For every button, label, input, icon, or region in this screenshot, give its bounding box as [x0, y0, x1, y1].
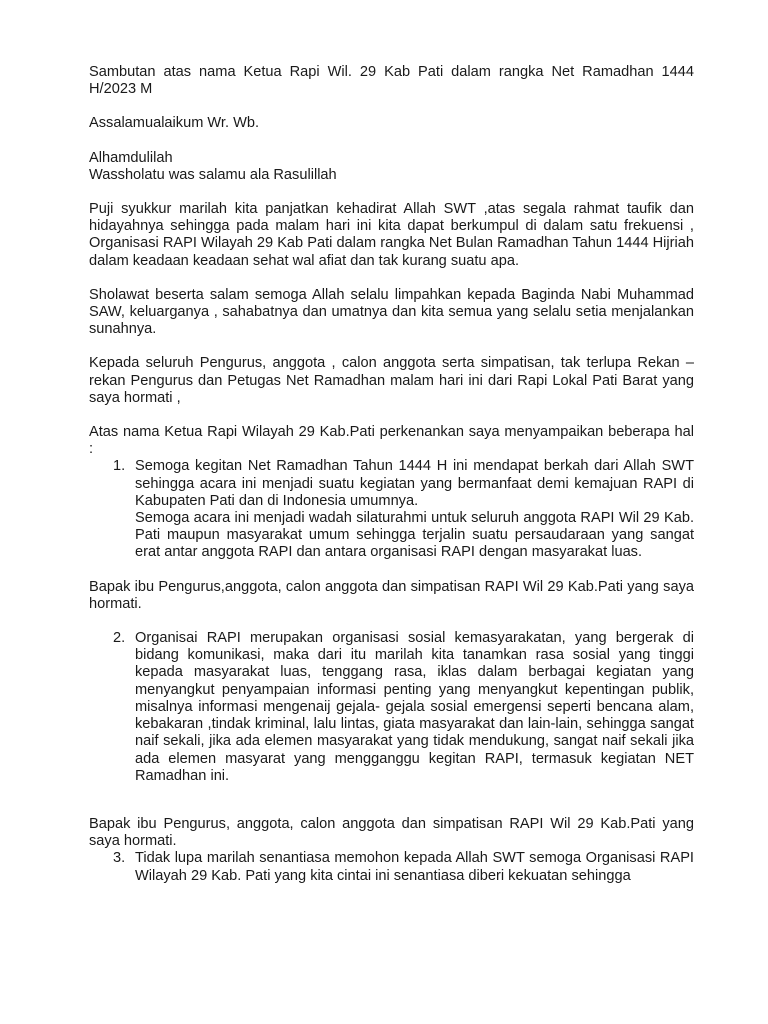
- paragraph-5: Bapak ibu Pengurus,anggota, calon anggota dan simpatisan RAPI Wil 29 Kab.Pati yang saya hormati.: [89, 578, 694, 612]
- list-item-3-text: Tidak lupa marilah senantiasa memohon kepada Allah SWT semoga Organisasi RAPI Wilayah 29 Kab. Pati yang kita cintai ini senantiasa diberi kekuatan sehingga: [135, 850, 694, 884]
- greeting: Assalamualaikum Wr. Wb.: [89, 115, 260, 132]
- paragraph-3: Kepada seluruh Pengurus, anggota , calon anggota serta simpatisan, tak terlupa Rekan – rekan Pengurus dan Petugas Net Ramadhan malam hari ini dari Rapi Lokal Pati Barat yang saya hormati ,: [89, 355, 694, 406]
- list-number-1: 1.: [113, 458, 126, 475]
- list-item-1-text-a: Semoga kegitan Net Ramadhan Tahun 1444 H ini mendapat berkah dari Allah SWT sehingga acara ini menjadi suatu kegiatan yang bermanfaat demi kemajuan RAPI di Kabupaten Pati dan di Indonesia umumnya.: [135, 458, 694, 509]
- list-number-3: 3.: [113, 850, 126, 867]
- list-item-3: [89, 850, 694, 884]
- list-item-1: [89, 458, 694, 561]
- document-title: Sambutan atas nama Ketua Rapi Wil. 29 Kab Pati dalam rangka Net Ramadhan 1444 H/2023 M: [89, 64, 694, 98]
- paragraph-6: Bapak ibu Pengurus, anggota, calon anggota dan simpatisan RAPI Wil 29 Kab.Pati yang saya hormati.: [89, 815, 694, 850]
- opening-line-2: Wassholatu was salamu ala Rasulillah: [89, 166, 337, 183]
- opening-line-1: Alhamdulilah: [89, 149, 173, 166]
- document-page: [89, 64, 694, 885]
- paragraph-1: Puji syukkur marilah kita panjatkan kehadirat Allah SWT ,atas segala rahmat taufik dan hidayahnya sehingga pada malam hari ini kita dapat berkumpul di dalam satu frekuensi , Organisasi RAPI Wilayah 29 Kab Pati dalam rangka Net Bulan Ramadhan Tahun 1444 Hijriah dalam keadaan keadaan sehat wal afiat dan tak kurang suatu apa.: [89, 201, 694, 269]
- list-number-2: 2.: [113, 630, 126, 647]
- list-item-2-text: Organisai RAPI merupakan organisasi sosial kemasyarakatan, yang bergerak di bidang komunikasi, maka dari itu marilah kita tanamkan rasa sosial yang tinggi kepada masyarakat luas, tenggang rasa, iklas dalam berbagai kegiatan yang menyangkut penyampaian informasi penting yang menyangkut kepentingan publik, misalnya informasi mengenaij gejala- gejala sosial emergensi seperti bencana alam, kebakaran ,tindak kriminal, lalu lintas, giata masyarakat dan lain-lain, sehingga sangat naif sekali, jika ada elemen masyarakat yang tidak mendukung, sangat naif sekali jika ada elemen masyarat yang mengganggu kegitan RAPI, termasuk kegiatan NET Ramadhan ini.: [135, 630, 694, 784]
- paragraph-2: Sholawat beserta salam semoga Allah selalu limpahkan kepada Baginda Nabi Muhammad SAW, keluarganya , sahabatnya dan umatnya dan kita semua yang selalu setia menjalankan sunahnya.: [89, 286, 694, 338]
- list-item-2: [89, 630, 694, 785]
- paragraph-4: Atas nama Ketua Rapi Wilayah 29 Kab.Pati perkenankan saya menyampaikan beberapa hal :: [89, 424, 694, 458]
- list-item-1-text-b: Semoga acara ini menjadi wadah silaturahmi untuk seluruh anggota RAPI Wil 29 Kab. Pati maupun masyarakat umum sehingga terjalin suatu persaudaraan yang sangat erat antar anggota RAPI dan antara organisasi RAPI dengan masyarakat luas.: [135, 510, 694, 561]
